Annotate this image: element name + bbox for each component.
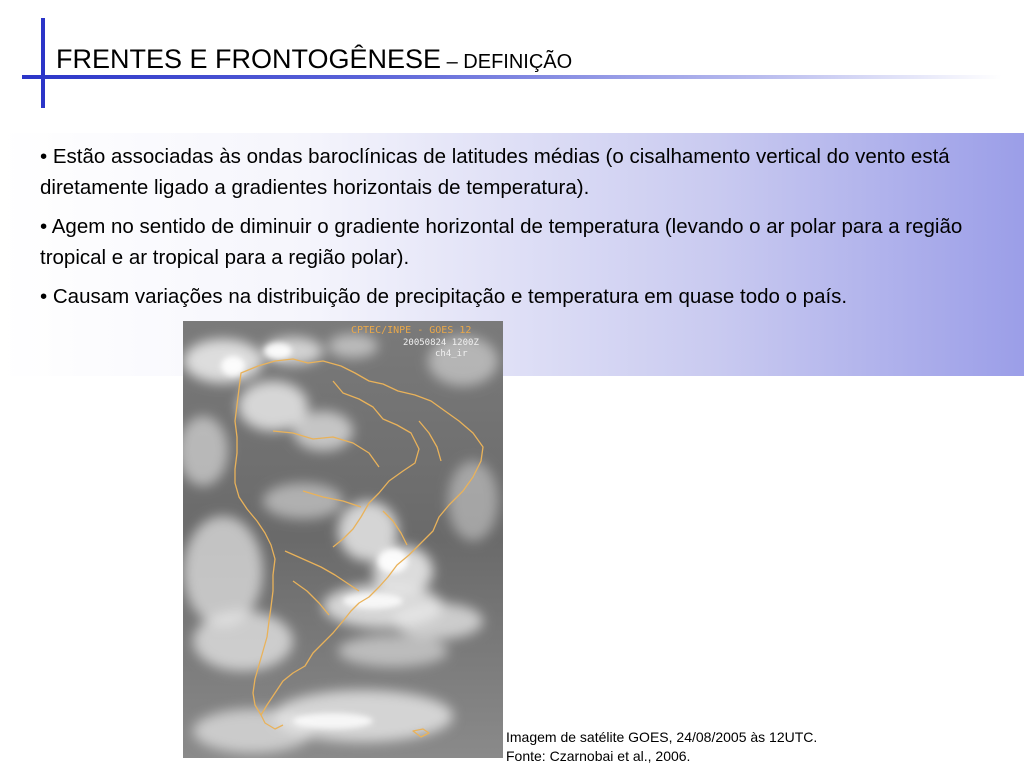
caption-line-2: Fonte: Czarnobai et al., 2006. [506, 748, 691, 764]
satellite-header-line1: CPTEC/INPE - GOES 12 [351, 325, 472, 336]
title-accent-vertical [41, 18, 45, 108]
slide-title-sub: – DEFINIÇÃO [441, 51, 573, 73]
slide-title [56, 44, 572, 75]
bullet-item-1: • Estão associadas às ondas baroclínicas de latitudes médias (o cisalhamento vertical do vento está diretamente ligado a gradientes horizontais de temperatura). [40, 145, 950, 199]
bullet-item-3: • Causam variações na distribuição de precipitação e temperatura em quase todo o país. [40, 285, 848, 308]
caption-line-1: Imagem de satélite GOES, 24/08/2005 às 12UTC. [506, 729, 818, 745]
image-caption [506, 728, 817, 766]
title-accent-underline [22, 75, 1002, 79]
satellite-image [183, 321, 503, 758]
bullet-list [40, 141, 1000, 320]
satellite-header-line3: ch4_ir [435, 349, 468, 359]
slide-title-main: FRENTES E FRONTOGÊNESE [56, 44, 442, 74]
satellite-header-line2: 20050824 1200Z [403, 338, 479, 348]
bullet-item-2: • Agem no sentido de diminuir o gradiente horizontal de temperatura (levando o ar polar para a região tropical e ar tropical para a região polar). [40, 215, 963, 269]
